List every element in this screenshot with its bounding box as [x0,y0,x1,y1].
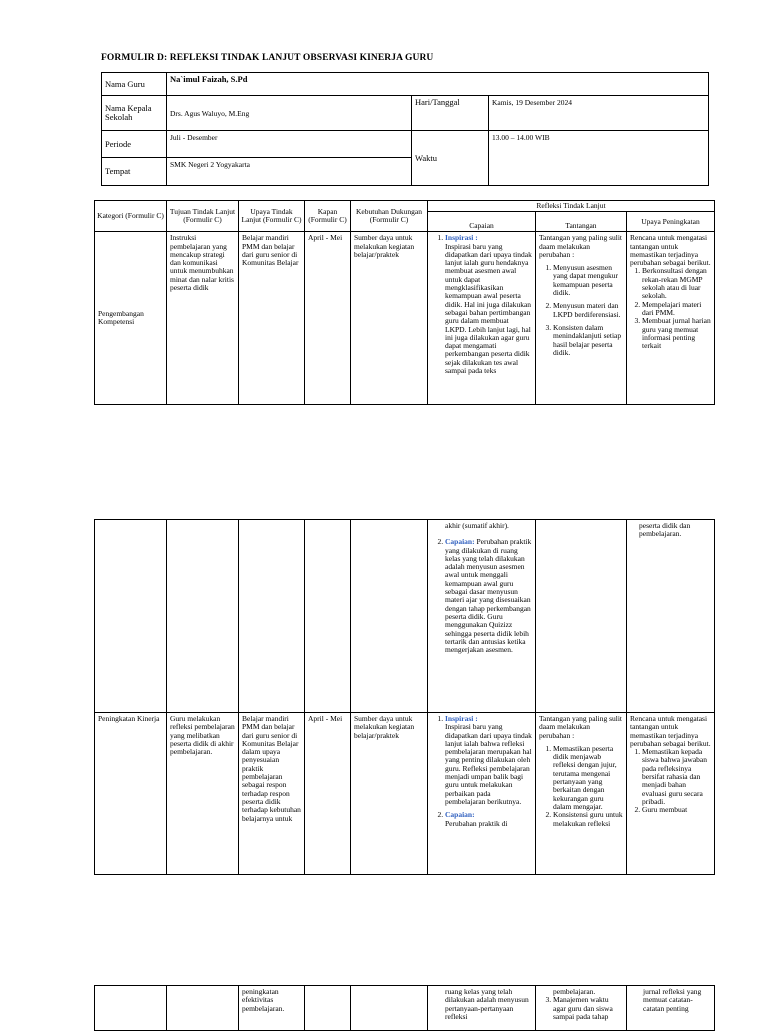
list-item: 2. Menyusun materi dan LKPD berdiferensiasi. [553,302,623,319]
row1-kapan: April - Mei [305,232,351,405]
row1-capaian-label: Capaian: [445,537,475,547]
row1-tujuan: Instruksi pembelajaran yang mencakup strategi dan komunikasi untuk menumbuhkan minat dan nalar kritis peserta didik [167,232,239,405]
table-row [95,232,715,405]
list-item: 2. Mempelajari materi dari PMM. [642,301,711,318]
row1-inspirasi-cont: akhir (sumatif akhir). [445,521,509,530]
kepala-sekolah-label: Nama Kepala Sekolah [102,96,167,131]
header-upaya-peningkatan: Upaya Peningkatan [627,212,715,232]
row1-upaya-cont: peserta didik dan pembelajaran. [627,520,715,713]
hari-tanggal-label: Hari/Tanggal [412,96,489,131]
row2-kebutuhan: Sumber daya untuk melakukan kegiatan belajar/praktek [351,713,428,875]
row1-tantangan-intro: Tantangan yang paling sulit daam melakukan perubahan : [539,233,622,259]
row1-upaya: Belajar mandiri PMM dan belajar dari guru senior di Komunitas Belajar [239,232,305,405]
row1-capaian-text: Perubahan praktik yang dilakukan di ruang kelas yang telah dilakukan adalah menyusun asesmen awal untuk menggali kemampuan awal guru sebagai dasar menyusun materi ajar yang disesuaikan dengan tahap perkembangan peserta didik. Guru menggunakan Quizizz sehingga peserta didik lebih tertarik dan antusias ketika mengerjakan asesmen. [445,537,532,655]
header-tantangan: Tantangan [536,212,627,232]
list-item: 1. Memastikan kepada siswa bahwa jawaban pada refleksinya bersifat rahasia dan menjadi bahan evaluasi guru secara pribadi. [642,748,711,806]
row1-upaya-intro: Rencana untuk mengatasi tantangan untuk memastikan terjadinya perubahan sebagai berikut. [630,233,711,268]
row2-tantangan [536,713,627,875]
tempat-value: SMK Negeri 2 Yogyakarta [167,158,412,186]
row2-upaya-peningkatan-cont: jurnal refleksi yang memuat catatan-catatan penting [627,986,715,1031]
row2-inspirasi-text: Inspirasi baru yang didapatkan dari upaya tindak lanjut ialah bahwa refleksi pembelajaran merupakan hal yang penting dilakukan oleh guru. Refleksi pembelajaran menjadi umpan balik bagi guru untuk melakukan perbaikan pada pembelajaran berikutnya. [445,722,532,806]
header-upaya: Upaya Tindak Lanjut (Formulir C) [239,201,305,232]
row2-capaian-text: Perubahan praktik di [445,818,508,828]
row2-tantangan-cont-a: pembelajaran. [553,987,596,996]
row2-kapan: April - Mei [305,713,351,875]
info-table [101,72,709,186]
periode-label: Periode [102,131,167,158]
refleksi-table-continued [94,519,715,875]
row2-tujuan: Guru melakukan refleksi pembelajaran yang melibatkan peserta didik di akhir pembelajaran. [167,713,239,875]
row1-tantangan [536,232,627,405]
list-item: 2. Konsistensi guru untuk melakukan refleksi [553,811,623,828]
header-tujuan: Tujuan Tindak Lanjut (Formulir C) [167,201,239,232]
nama-guru-label: Nama Guru [102,73,167,96]
row2-capaian-label: Capaian: [445,810,475,820]
list-item: 3. Konsisten dalam menindaklanjuti setiap hasil belajar peserta didik. [553,324,623,357]
hari-tanggal-value: Kamis, 19 Desember 2024 [489,96,709,131]
form-title: FORMULIR D: REFLEKSI TINDAK LANJUT OBSERVASI KINERJA GURU [101,53,434,63]
refleksi-table-page3 [94,985,715,1031]
row2-upaya-peningkatan [627,713,715,875]
row1-capaian-cont [428,520,536,713]
tempat-label: Tempat [102,158,167,186]
list-item: 3. Membuat jurnal harian guru yang memuat informasi penting terkait [642,317,711,350]
row2-inspirasi-label: Inspirasi : [445,714,478,723]
waktu-value: 13.00 – 14.00 WIB [489,131,709,186]
header-capaian: Capaian [428,212,536,232]
row2-upaya-intro: Rencana untuk mengatasi tantangan untuk memastikan terjadinya perubahan sebagai berikut. [630,714,711,748]
row1-upaya-peningkatan [627,232,715,405]
header-kategori: Kategori (Formulir C) [95,201,167,232]
list-item: 1. Menyusun asesmen yang dapat mengukur kemampuan peserta didik. [553,264,623,297]
row1-inspirasi-label: Inspirasi : [445,233,478,243]
row1-capaian [428,232,536,405]
row1-inspirasi-text: Inspirasi baru yang didapatkan dari upaya tindak lanjut ialah guru hendaknya membuat asesmen awal untuk dapat mengklasifikasikan kemampuan awal peserta didik. Hal ini juga dilakukan sebagai bahan pertimbangan guru dalam membuat LKPD. Lebih lanjut lagi, hal ini juga dilakukan agar guru dapat mengamati perkembangan peserta didik sejak dilakukan tes awal sampai pada teks [445,241,532,376]
row2-capaian-cont: ruang kelas yang telah dilakukan adalah menyusun pertanyaan-pertanyaan refleksi [428,986,536,1031]
kepala-sekolah-value: Drs. Agus Waluyo, M.Eng [167,96,412,131]
table-row [95,520,715,713]
header-refleksi: Refleksi Tindak Lanjut [428,201,715,212]
row2-upaya: Belajar mandiri PMM dan belajar dari guru senior di Komunitas Belajar dalam upaya penyesuaian praktik pembelajaran sebagai respon terhadap respon peserta didik terhadap kebutuhan belajarnya untuk [239,713,305,875]
header-kapan: Kapan (Formulir C) [305,201,351,232]
row2-kategori: Peningkatan Kinerja [95,713,167,875]
nama-guru-value: Na`imul Faizah, S.Pd [167,73,709,96]
row2-upaya-cont: peningkatan efektivitas pembelajaran. [239,986,305,1031]
table-row [95,713,715,875]
waktu-label: Waktu [412,131,489,186]
header-kebutuhan: Kebutuhan Dukungan (Formulir C) [351,201,428,232]
periode-value: Juli - Desember [167,131,412,158]
list-item: 2. Guru membuat [642,806,711,814]
list-item: 3. Manajemen waktu agar guru dan siswa sampai pada tahap [553,996,623,1021]
row1-kebutuhan: Sumber daya untuk melakukan kegiatan belajar/praktek [351,232,428,405]
row1-kategori: Pengembangan Kompetensi [95,232,167,405]
refleksi-table [94,200,715,405]
list-item: 1. Berkonsultasi dengan rekan-rekan MGMP sekolah atau di luar sekolah. [642,267,711,300]
list-item: 1. Memastikan peserta didik menjawab refleksi dengan jujur, terutama mengenai pertanyaan yang berkaitan dengan kekurangan guru dalam mengajar. [553,745,623,811]
row2-capaian [428,713,536,875]
row2-tantangan-intro: Tantangan yang paling sulit daam melakukan perubahan : [539,714,622,740]
